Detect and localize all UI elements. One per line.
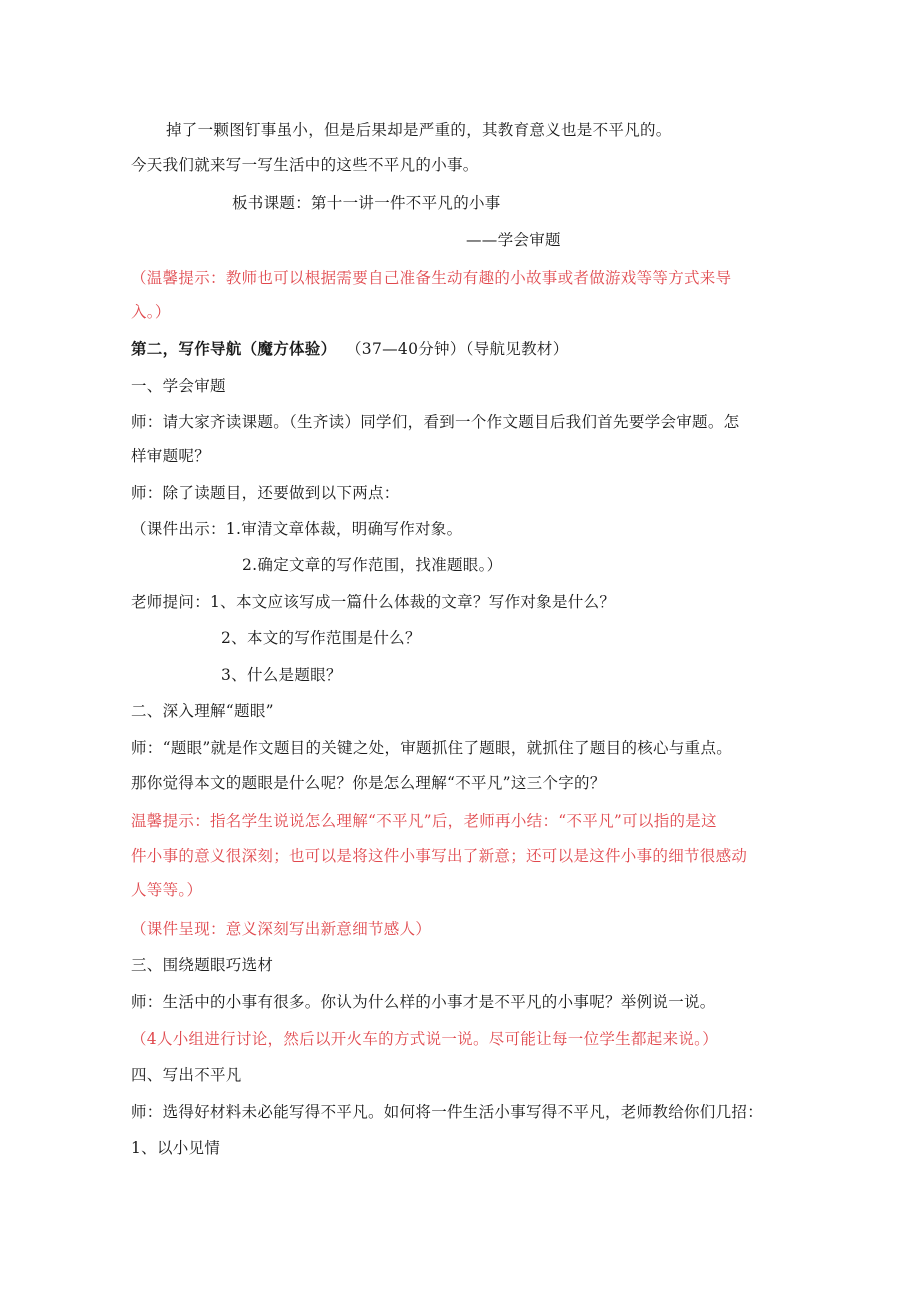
paragraph-line: 师：除了读题目，还要做到以下两点： <box>131 484 400 502</box>
teacher-question: 老师提问：1、本文应该写成一篇什么体裁的文章？写作对象是什么？ <box>131 593 616 611</box>
paragraph-line: 师：请大家齐读课题。（生齐读）同学们，看到一个作文题目后我们首先要学会审题。怎 <box>131 413 740 431</box>
courseware-line: （课件出示：1.审清文章体裁，明确写作对象。 <box>131 520 463 538</box>
paragraph-line: 那你觉得本文的题眼是什么呢？你是怎么理解“不平凡”这三个字的？ <box>131 774 606 792</box>
teacher-question: 2、本文的写作范围是什么？ <box>221 629 421 647</box>
courseware-line: 2.确定文章的写作范围，找准题眼。） <box>242 556 503 574</box>
list-item: 1、以小见情 <box>131 1139 221 1157</box>
subsection-heading: 二、深入理解“题眼” <box>131 702 274 720</box>
paragraph-line: 师：选得好材料未必能写得不平凡。如何将一件生活小事写得不平凡，老师教给你们几招： <box>131 1103 764 1121</box>
section-heading: 第二，写作导航（魔方体验） <box>131 339 337 358</box>
warm-tip-line: （温馨提示：教师也可以根据需要自己准备生动有趣的小故事或者做游戏等等方式来导 <box>131 269 732 287</box>
subsection-heading: 一、学会审题 <box>131 377 226 395</box>
board-subtitle: ——学会审题 <box>466 231 561 249</box>
paragraph-line: 样审题呢？ <box>131 447 211 465</box>
section-heading-note: （37—40分钟）（导航见教材） <box>346 340 569 358</box>
paragraph-line: 师：生活中的小事有很多。你认为什么样的小事才是不平凡的小事呢？举例说一说。 <box>131 993 716 1011</box>
warm-tip-line: 温馨提示：指名学生说说怎么理解“不平凡”后，老师再小结：“不平凡”可以指的是这 <box>131 812 717 830</box>
subsection-heading: 三、围绕题眼巧选材 <box>131 956 274 974</box>
discussion-note: （4人小组进行讨论，然后以开火车的方式说一说。尽可能让每一位学生都起来说。） <box>131 1030 719 1048</box>
paragraph-line: 今天我们就来写一写生活中的这些不平凡的小事。 <box>131 156 479 174</box>
subsection-heading: 四、写出不平凡 <box>131 1066 242 1084</box>
teacher-question: 3、什么是题眼？ <box>221 666 342 684</box>
paragraph-line: 掉了一颗图钉事虽小，但是后果却是严重的，其教育意义也是不平凡的。 <box>166 121 672 139</box>
warm-tip-line: 人等等。） <box>131 881 203 899</box>
warm-tip-line: 件小事的意义很深刻；也可以是将这件小事写出了新意；还可以是这件小事的细节很感动 <box>131 847 748 865</box>
paragraph-line: 师：“题眼”就是作文题目的关键之处，审题抓住了题眼，就抓住了题目的核心与重点。 <box>131 739 733 757</box>
warm-tip-line: 入。） <box>131 303 171 321</box>
courseware-present: （课件呈现：意义深刻写出新意细节感人） <box>131 920 432 938</box>
board-title: 板书课题：第十一讲一件不平凡的小事 <box>232 194 501 212</box>
